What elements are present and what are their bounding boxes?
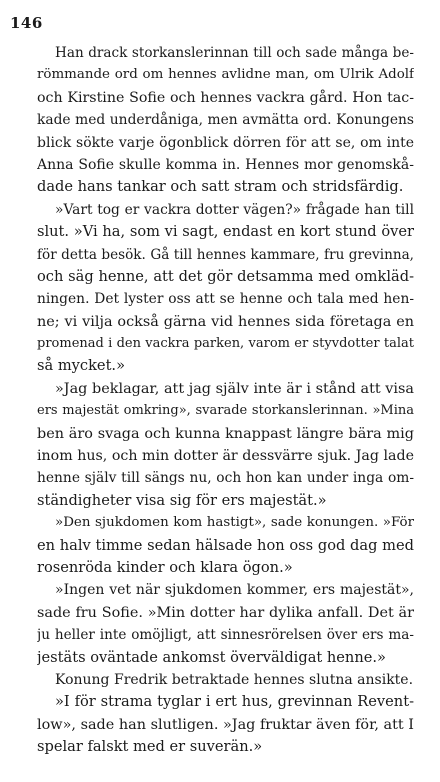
text-line: och Kirstine Sofie och hennes vackra gård. Hon tac-: [37, 89, 414, 106]
text-line: ju heller inte omöjligt, att sinnesrörelsen över ers ma-: [37, 627, 414, 644]
text-line: blick sökte varje ögonblick dörren för att se, om inte: [37, 134, 414, 151]
text-line: inom hus, och min dotter är dessvärre sjuk. Jag lade: [37, 448, 414, 465]
text-line: Anna Sofie skulle komma in. Hennes mor genomskå-: [37, 156, 414, 173]
text-line: »Ingen vet när sjukdomen kommer, ers majestät»,: [55, 582, 414, 599]
text-line: ständigheter visa sig för ers majestät.»: [37, 491, 327, 509]
text-line: och säg henne, att det gör detsamma med omkläd-: [37, 267, 414, 285]
text-line: Konung Fredrik betraktade hennes slutna ansikte.: [55, 671, 414, 688]
text-line: ne; vi vilja också gärna vid hennes sida företaga en: [37, 313, 414, 330]
text-line: jestäts oväntade ankomst överväldigat henne.»: [37, 648, 386, 666]
text-line: en halv timme sedan hälsade hon oss god dag med: [37, 536, 414, 554]
text-line: slut. »Vi ha, som vi sagt, endast en kort stund över: [37, 223, 414, 241]
text-line: dade hans tankar och satt stram och stridsfärdig.: [37, 178, 404, 196]
text-line: för detta besök. Gå till hennes kammare, fru grevinna,: [37, 246, 414, 263]
text-line: Han drack storkanslerinnan till och sade många be-: [55, 45, 414, 61]
text-line: »Vart tog er vackra dotter vägen?» frågade han till: [55, 201, 414, 218]
text-line: ben äro svaga och kunna knappast längre bära mig: [37, 425, 414, 442]
text-line: »I för strama tyglar i ert hus, grevinnan Revent-: [55, 693, 414, 711]
text-line: kade med underdåniga, men avmätta ord. Konungens: [37, 112, 414, 129]
text-line: ningen. Det lyster oss att se henne och tala med hen-: [37, 291, 414, 308]
text-line: »Jag beklagar, att jag själv inte är i stånd att visa: [55, 380, 414, 397]
text-line: så mycket.»: [37, 357, 125, 375]
text-line: promenad i den vackra parken, varom er styvdotter talat: [37, 336, 414, 352]
text-line: sade fru Sofie. »Min dotter har dylika anfall. Det är: [37, 604, 414, 621]
text-line: rosenröda kinder och klara ögon.»: [37, 558, 293, 576]
body-text: [37, 42, 414, 759]
text-line: ers majestät omkring», svarade storkanslerinnan. »Mina: [37, 403, 414, 419]
text-line: spelar falskt med er suverän.»: [37, 738, 263, 756]
text-line: low», sade han slutligen. »Jag fruktar även för, att I: [37, 716, 414, 733]
text-line: »Den sjukdomen kom hastigt», sade konungen. »För: [55, 515, 414, 531]
page-number: 146: [10, 14, 43, 32]
text-line: henne själv till sängs nu, och hon kan under inga om-: [37, 470, 414, 487]
text-line: römmande ord om hennes avlidne man, om Ulrik Adolf: [37, 67, 414, 83]
